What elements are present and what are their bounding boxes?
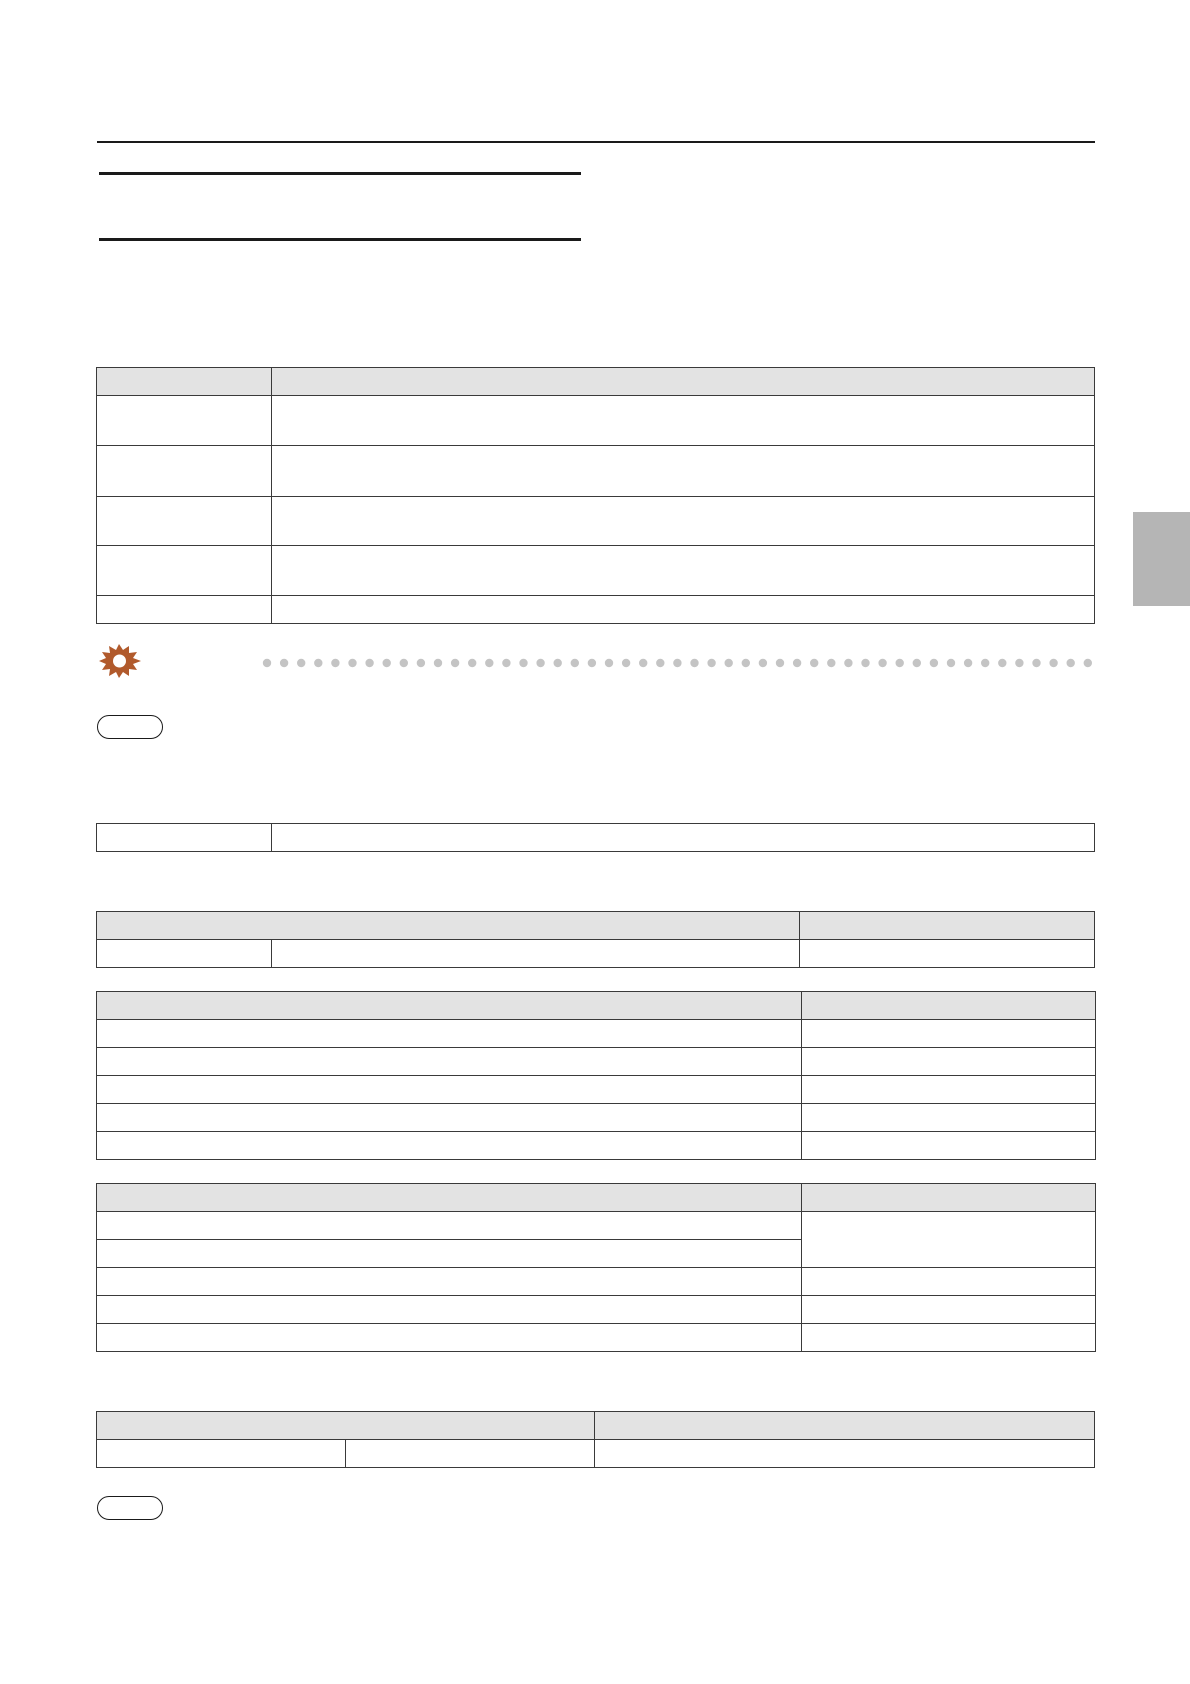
separator-dot — [280, 659, 288, 667]
separator-dot — [622, 659, 630, 667]
table-cell-merged — [802, 1212, 1096, 1268]
table-row — [97, 596, 1095, 624]
table-header-row — [97, 368, 1095, 396]
table-cell — [272, 497, 1095, 546]
table-header-row — [97, 992, 1096, 1020]
separator-dot — [759, 659, 767, 667]
section-title-area — [99, 182, 581, 232]
header-rule — [97, 141, 1095, 143]
table-cell — [272, 596, 1095, 624]
separator-dot — [673, 659, 681, 667]
table-cell — [97, 1324, 802, 1352]
table-cell — [802, 1076, 1096, 1104]
separator-dot — [878, 659, 886, 667]
table-cell — [595, 1440, 1095, 1468]
separator-dot — [400, 659, 408, 667]
separator-dot — [502, 659, 510, 667]
table-row — [97, 1440, 1095, 1468]
separator-dot — [964, 659, 972, 667]
spec-table-3 — [96, 911, 1095, 968]
separator-dot — [1067, 659, 1075, 667]
table-cell — [97, 497, 272, 546]
table-row — [97, 1076, 1096, 1104]
separator-dot — [588, 659, 596, 667]
table-header-cell — [97, 1184, 802, 1212]
separator-dot — [331, 659, 339, 667]
spec-table-4 — [96, 991, 1096, 1160]
separator-dot — [639, 659, 647, 667]
separator-dot — [571, 659, 579, 667]
separator-dot — [263, 659, 271, 667]
table-cell — [272, 446, 1095, 497]
table-header-row — [97, 1412, 1095, 1440]
table-row — [97, 824, 1095, 852]
note-pill-icon — [97, 715, 163, 739]
separator-dot — [1049, 659, 1057, 667]
table-cell — [802, 1020, 1096, 1048]
separator-dot — [896, 659, 904, 667]
title-rule-bottom — [99, 238, 581, 241]
separator-dot — [519, 659, 527, 667]
separator-dot — [1084, 659, 1092, 667]
table-cell — [97, 546, 272, 596]
table-header-cell — [800, 912, 1095, 940]
separator-dot — [690, 659, 698, 667]
table-row — [97, 396, 1095, 446]
table-cell — [97, 1020, 802, 1048]
separator-dot — [913, 659, 921, 667]
spec-table-6 — [96, 1411, 1095, 1468]
table-cell — [97, 446, 272, 497]
table-cell — [800, 940, 1095, 968]
table-cell — [802, 1132, 1096, 1160]
separator-dot — [742, 659, 750, 667]
table-header-row — [97, 912, 1095, 940]
table-cell — [97, 824, 272, 852]
separator-dot — [981, 659, 989, 667]
separator-dot — [383, 659, 391, 667]
separator-dot — [930, 659, 938, 667]
spec-table-5 — [96, 1183, 1096, 1352]
chapter-side-tab[interactable] — [1133, 512, 1190, 606]
table-cell — [97, 1268, 802, 1296]
table-cell — [272, 546, 1095, 596]
table-cell — [97, 1240, 802, 1268]
table-header-row — [97, 1184, 1096, 1212]
separator-dot — [861, 659, 869, 667]
table-row — [97, 1212, 1096, 1240]
separator-dot — [844, 659, 852, 667]
separator-dot — [297, 659, 305, 667]
separator-dot — [793, 659, 801, 667]
table-row — [97, 1268, 1096, 1296]
table-row — [97, 940, 1095, 968]
table-header-cell — [595, 1412, 1095, 1440]
table-row — [97, 1132, 1096, 1160]
table-row — [97, 1324, 1096, 1352]
title-rule-top — [99, 172, 581, 175]
separator-dot — [434, 659, 442, 667]
table-cell — [97, 1048, 802, 1076]
warning-burst-icon — [98, 643, 146, 679]
separator-dot — [468, 659, 476, 667]
table-header-cell — [97, 1412, 595, 1440]
table-cell — [272, 396, 1095, 446]
table-cell — [97, 1212, 802, 1240]
table-cell — [97, 940, 272, 968]
separator-dot — [1032, 659, 1040, 667]
table-header-cell — [272, 368, 1095, 396]
table-cell — [272, 824, 1095, 852]
separator-dot — [365, 659, 373, 667]
table-row — [97, 546, 1095, 596]
separator-dot — [725, 659, 733, 667]
separator-dot — [947, 659, 955, 667]
separator-dot — [707, 659, 715, 667]
table-row — [97, 1048, 1096, 1076]
note-pill-icon — [97, 1496, 163, 1520]
table-cell — [97, 1132, 802, 1160]
table-header-cell — [802, 1184, 1096, 1212]
separator-dot — [810, 659, 818, 667]
separator-dot — [656, 659, 664, 667]
separator-dot — [554, 659, 562, 667]
separator-dot — [827, 659, 835, 667]
separator-dot — [485, 659, 493, 667]
table-row — [97, 446, 1095, 497]
separator-dot — [998, 659, 1006, 667]
separator-dot — [417, 659, 425, 667]
table-header-cell — [97, 912, 800, 940]
table-cell — [346, 1440, 595, 1468]
separator-dot — [776, 659, 784, 667]
separator-dot — [605, 659, 613, 667]
table-cell — [97, 596, 272, 624]
table-cell — [272, 940, 800, 968]
separator-dot — [1015, 659, 1023, 667]
table-cell — [97, 396, 272, 446]
table-cell — [802, 1296, 1096, 1324]
table-cell — [97, 1076, 802, 1104]
table-row — [97, 497, 1095, 546]
caution-dotted-separator — [262, 657, 1092, 669]
table-cell — [802, 1324, 1096, 1352]
table-header-cell — [97, 368, 272, 396]
table-cell — [802, 1048, 1096, 1076]
table-cell — [97, 1104, 802, 1132]
table-header-cell — [802, 992, 1096, 1020]
table-row — [97, 1020, 1096, 1048]
separator-dot — [451, 659, 459, 667]
table-header-cell — [97, 992, 802, 1020]
spec-table-1 — [96, 367, 1095, 624]
table-cell — [97, 1296, 802, 1324]
spec-table-2 — [96, 823, 1095, 852]
table-row — [97, 1104, 1096, 1132]
table-cell — [802, 1268, 1096, 1296]
table-row — [97, 1296, 1096, 1324]
table-cell — [802, 1104, 1096, 1132]
separator-dot — [348, 659, 356, 667]
table-cell — [97, 1440, 346, 1468]
separator-dot — [314, 659, 322, 667]
separator-dot — [536, 659, 544, 667]
